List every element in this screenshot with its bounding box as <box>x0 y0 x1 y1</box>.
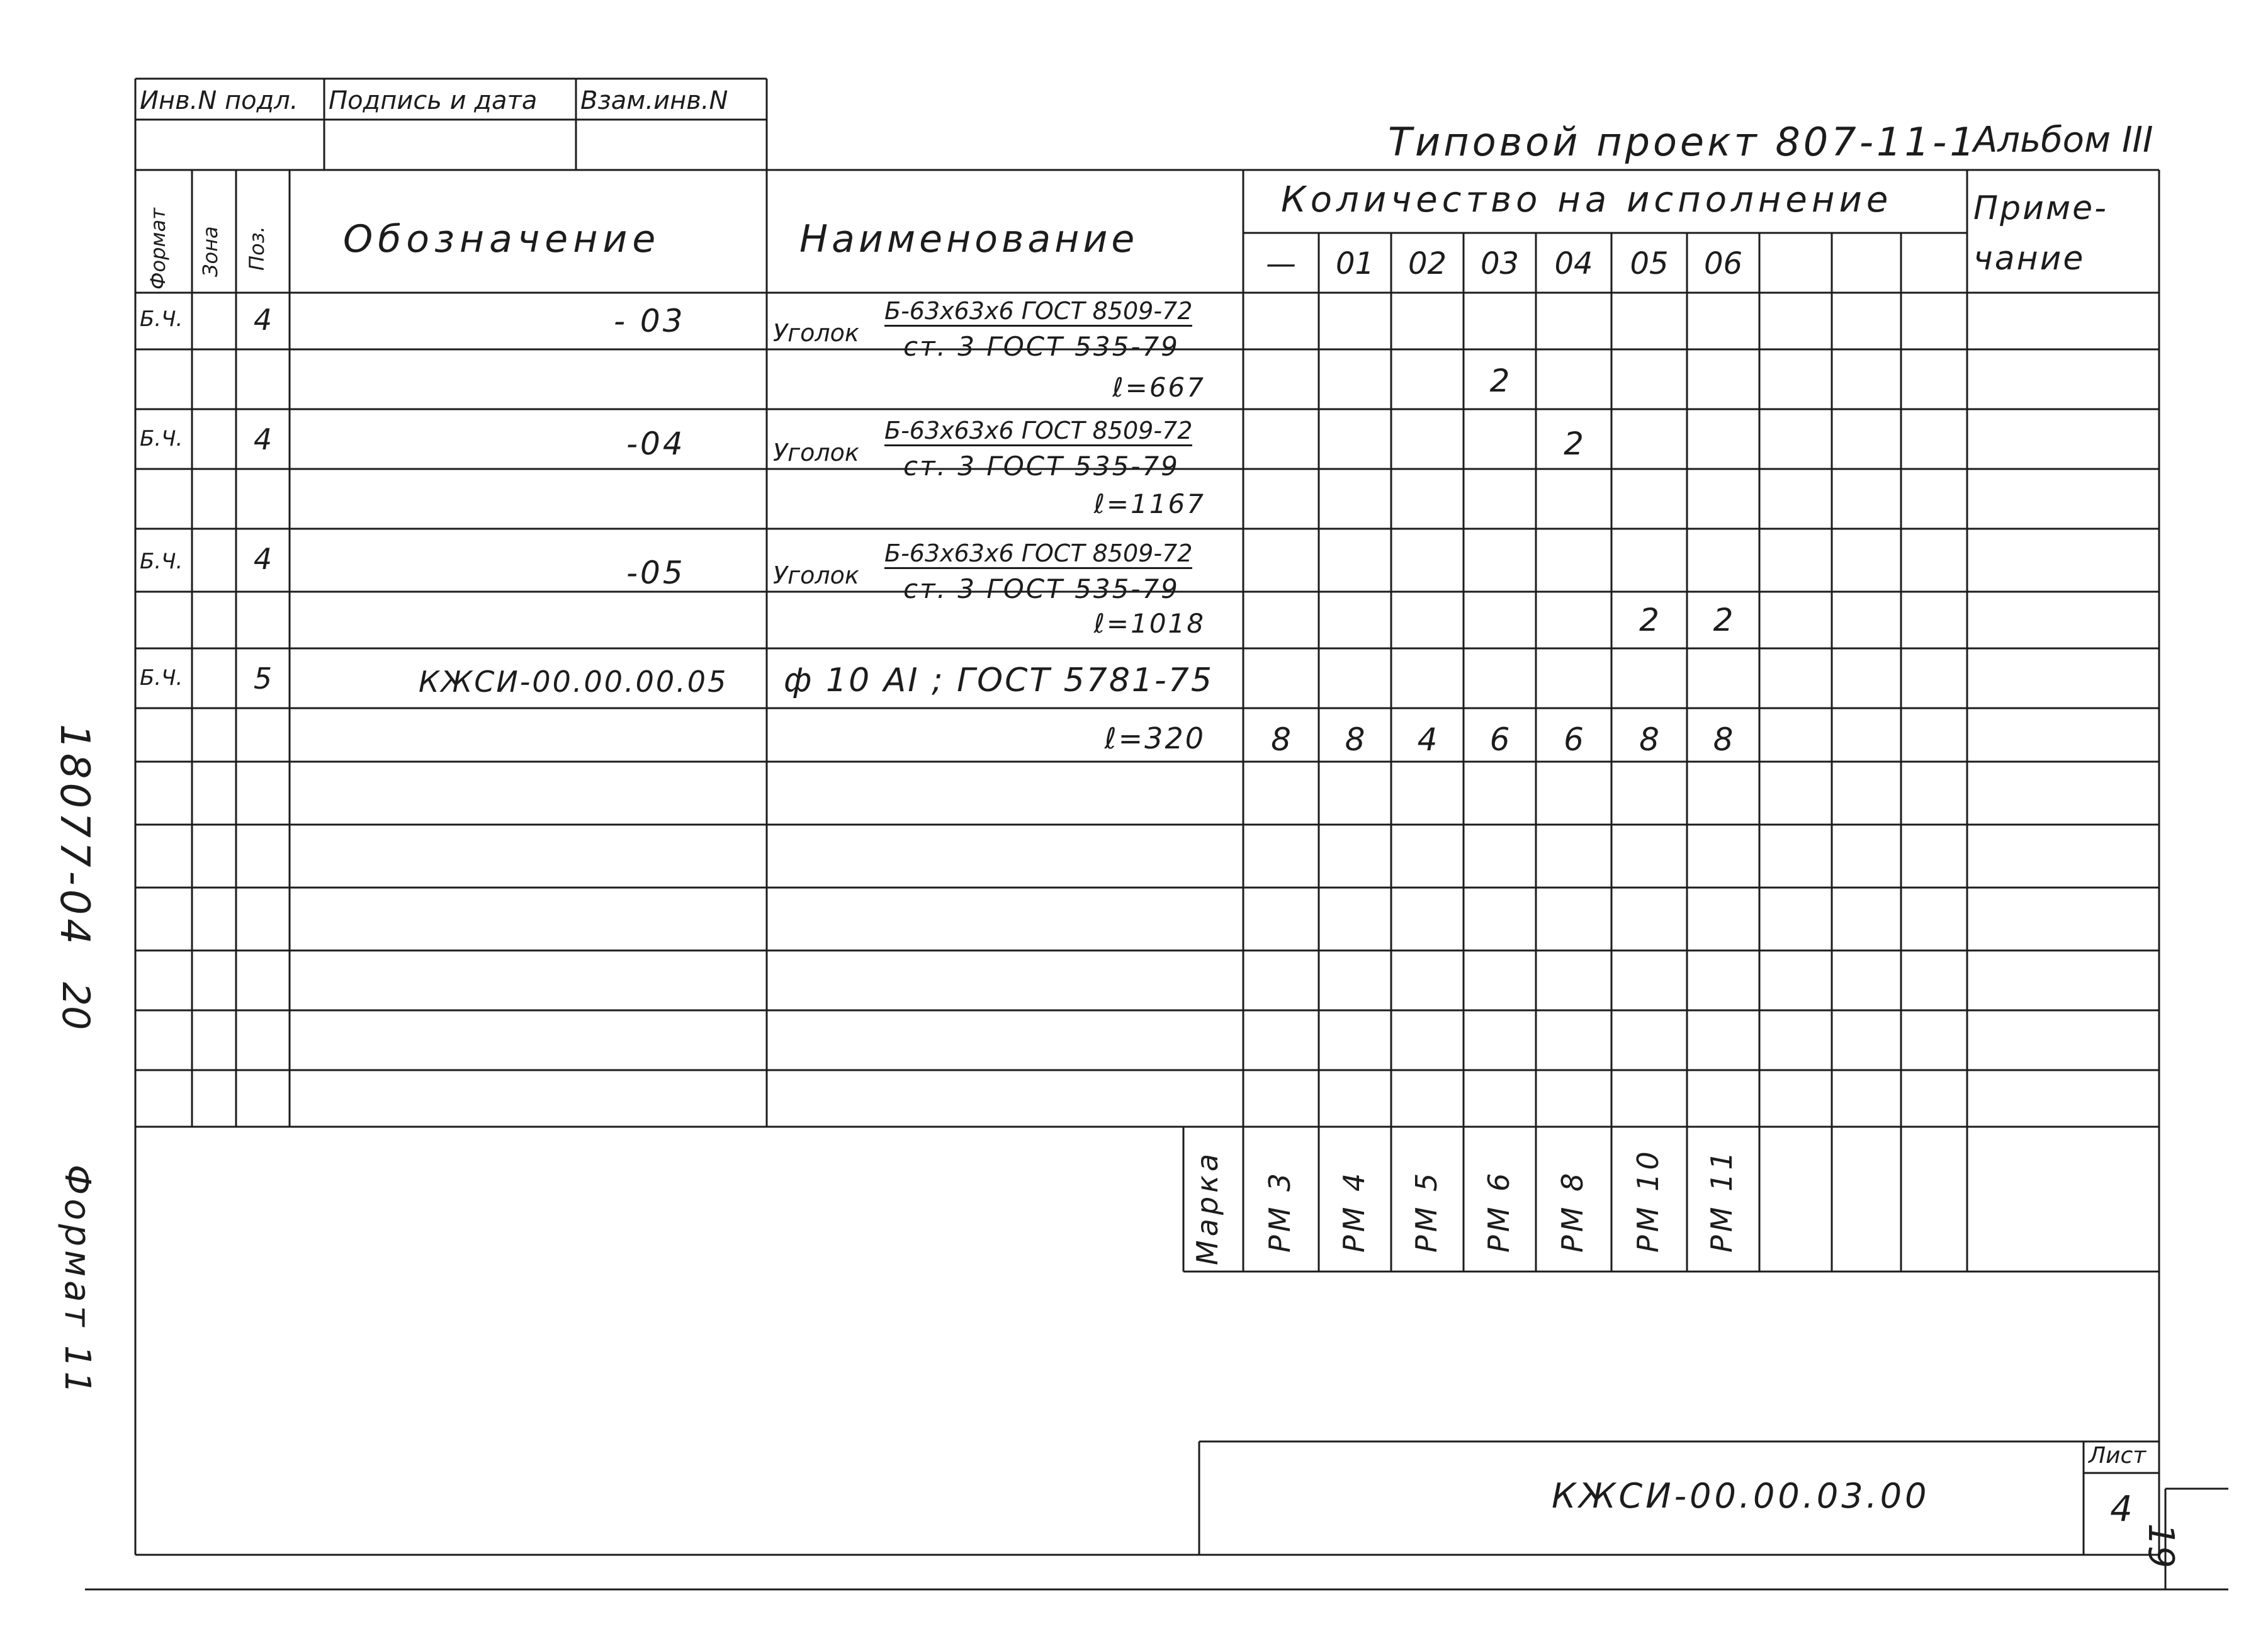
col-naimenovanie-header: Наименование <box>799 217 1139 261</box>
margin-inv-number: 18077-04 <box>51 724 98 949</box>
row3-poz: 4 <box>253 542 273 576</box>
col-kolichestvo-header: Количество на исполнение <box>1281 179 1893 220</box>
marka-value-2: РМ 5 <box>1409 1170 1443 1253</box>
isp-col-0: — <box>1266 246 1296 281</box>
row3-name-top: Б-63x63x6 ГОСТ 8509-72 <box>884 541 1192 569</box>
col-poz-header: Поз. <box>245 226 269 271</box>
list-label: Лист <box>2089 1443 2147 1469</box>
row3-name-bottom: ст. 3 ГОСТ 535-79 <box>903 573 1180 604</box>
stamp-inv-podl: Инв.N подл. <box>140 86 298 115</box>
isp-col-3: 03 <box>1480 246 1520 281</box>
row2-oboznachenie: -04 <box>626 426 685 462</box>
row1-qty-3: 2 <box>1489 363 1510 399</box>
isp-col-1: 01 <box>1335 246 1375 281</box>
row4-qty-0: 8 <box>1271 721 1291 758</box>
row1-name-top: Б-63x63x6 ГОСТ 8509-72 <box>884 299 1192 327</box>
row4-qty-2: 4 <box>1417 721 1438 758</box>
row2-qty-4: 2 <box>1564 426 1584 462</box>
marka-value-6: РМ 11 <box>1705 1148 1739 1253</box>
marka-value-3: РМ 6 <box>1482 1170 1516 1253</box>
margin-sheet-small: 20 <box>54 982 98 1030</box>
row3-qty-5: 2 <box>1639 602 1659 638</box>
row4-oboznachenie: КЖСИ-00.00.00.05 <box>419 665 728 699</box>
row4-qty-6: 8 <box>1713 721 1734 758</box>
row4-qty-3: 6 <box>1489 721 1510 758</box>
row4-format: Б.Ч. <box>140 665 183 691</box>
row2-poz: 4 <box>253 422 273 456</box>
marka-value-0: РМ 3 <box>1263 1170 1297 1253</box>
row2-name-word: Уголок <box>773 439 859 466</box>
row4-qty-1: 8 <box>1345 721 1365 758</box>
margin-format: Формат 11 <box>57 1165 98 1398</box>
page-number: 19 <box>2140 1523 2181 1569</box>
row2-name-top: Б-63x63x6 ГОСТ 8509-72 <box>884 419 1192 446</box>
isp-col-2: 02 <box>1408 246 1447 281</box>
marka-value-5: РМ 10 <box>1631 1148 1665 1253</box>
list-number: 4 <box>2110 1489 2133 1530</box>
row4-qty-4: 6 <box>1564 721 1584 758</box>
col-zona-header: Зона <box>198 226 222 277</box>
row3-oboznachenie: -05 <box>626 555 685 591</box>
row4-poz: 5 <box>253 662 273 696</box>
row4-qty-5: 8 <box>1639 721 1659 758</box>
row1-poz: 4 <box>253 303 273 337</box>
row4-length: ℓ=320 <box>1104 721 1205 755</box>
marka-value-1: РМ 4 <box>1337 1170 1371 1253</box>
row2-name-bottom: ст. 3 ГОСТ 535-79 <box>903 451 1180 482</box>
row1-name-bottom: ст. 3 ГОСТ 535-79 <box>903 331 1180 362</box>
project-title: Типовой проект 807-11-1 <box>1388 119 1978 165</box>
row3-qty-6: 2 <box>1713 602 1734 638</box>
col-primechanie-header-2: чание <box>1973 240 2085 278</box>
row1-length: ℓ=667 <box>1112 372 1205 403</box>
isp-col-4: 04 <box>1554 246 1593 281</box>
col-primechanie-header-1: Приме- <box>1973 189 2108 227</box>
row2-format: Б.Ч. <box>140 426 183 451</box>
document-code: КЖСИ-00.00.03.00 <box>1552 1476 1930 1516</box>
row1-oboznachenie: - 03 <box>614 303 685 339</box>
row3-name-word: Уголок <box>773 561 859 589</box>
row4-name-line: ф 10 АI ; ГОСТ 5781-75 <box>784 662 1214 699</box>
row3-length: ℓ=1018 <box>1093 608 1205 639</box>
isp-col-6: 06 <box>1703 246 1743 281</box>
col-format-header: Формат <box>146 208 170 290</box>
stamp-vzam-inv: Взам.инв.N <box>580 86 728 115</box>
row3-format: Б.Ч. <box>140 549 183 574</box>
stamp-podpis-data: Подпись и дата <box>329 86 538 115</box>
marka-label: Марка <box>1190 1149 1224 1265</box>
row1-name-word: Уголок <box>773 319 859 347</box>
row2-length: ℓ=1167 <box>1093 488 1205 519</box>
col-oboznachenie-header: Обозначение <box>343 217 661 261</box>
isp-col-5: 05 <box>1630 246 1669 281</box>
album-label: Альбом III <box>1973 120 2153 161</box>
row1-format: Б.Ч. <box>140 307 183 332</box>
marka-value-4: РМ 8 <box>1555 1170 1589 1253</box>
